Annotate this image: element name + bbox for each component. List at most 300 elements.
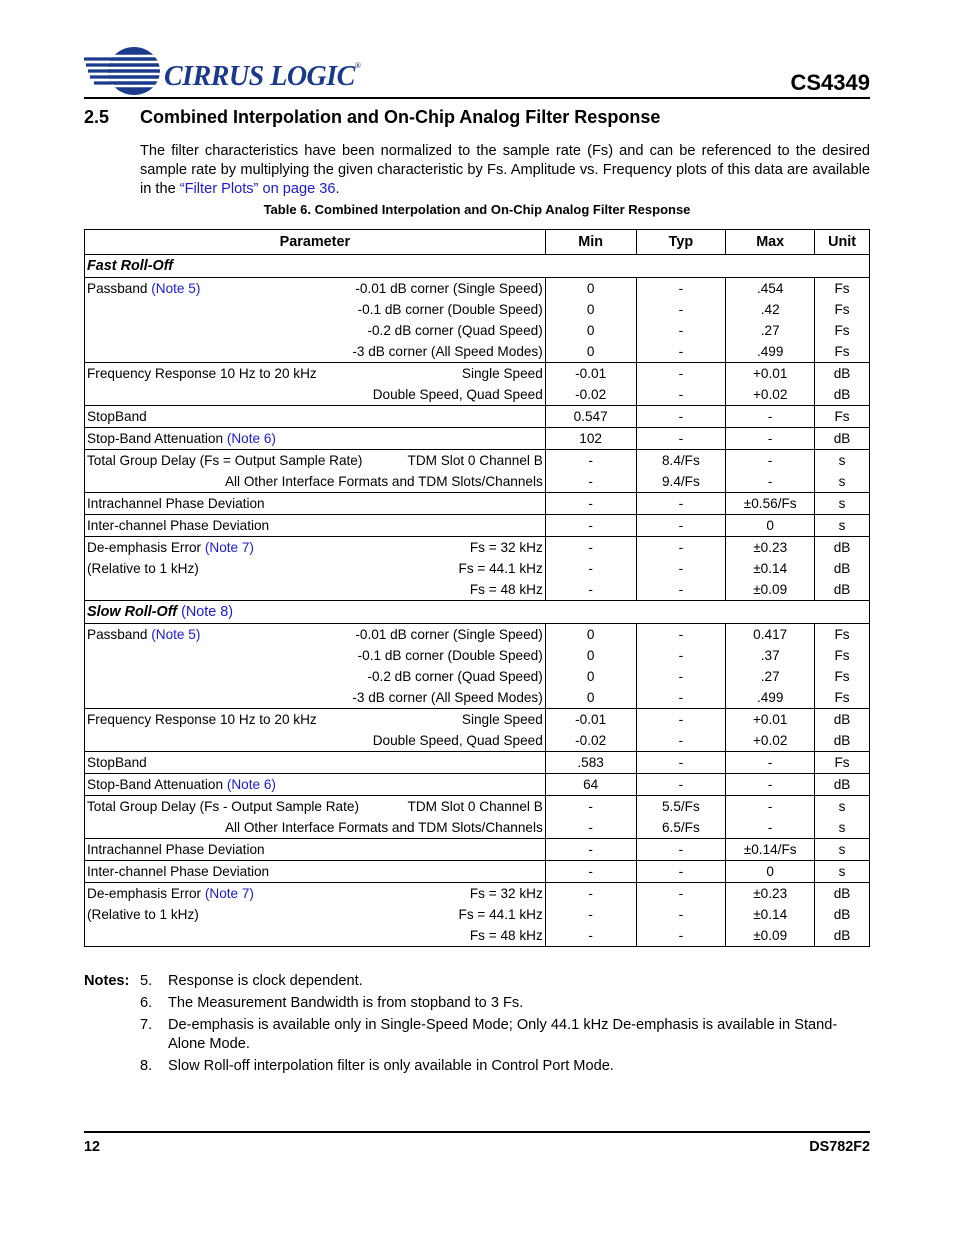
min-cell: 0 (545, 299, 636, 320)
unit-cell: s (815, 796, 870, 818)
section-title (84, 107, 660, 128)
parameter-wrap (87, 886, 543, 901)
parameter-condition: Fs = 32 kHz (469, 886, 543, 901)
max-cell: ±0.14 (726, 558, 815, 579)
parameter-cell (85, 515, 546, 537)
unit-cell: dB (815, 558, 870, 579)
parameter-note-link[interactable]: (Note 7) (204, 886, 254, 901)
table-row (85, 515, 870, 537)
filter-response-table (84, 229, 870, 947)
max-cell: 0.417 (726, 624, 815, 646)
max-cell: ±0.14 (726, 904, 815, 925)
table-row (85, 709, 870, 731)
min-cell: 0 (545, 687, 636, 709)
parameter-wrap (87, 409, 543, 424)
min-cell: - (545, 861, 636, 883)
min-cell: 102 (545, 428, 636, 450)
typ-cell: - (636, 709, 726, 731)
table-row (85, 363, 870, 385)
unit-cell: dB (815, 774, 870, 796)
filter-plots-link[interactable]: “Filter Plots” on page 36 (179, 181, 336, 197)
typ-cell: - (636, 278, 726, 300)
parameter-wrap (87, 648, 543, 663)
unit-cell: s (815, 515, 870, 537)
unit-cell: dB (815, 428, 870, 450)
parameter-cell (85, 817, 546, 839)
logo-wordmark: CIRRUS LOGIC® (164, 61, 361, 92)
parameter-name: Inter-channel Phase Deviation (87, 864, 270, 879)
parameter-wrap (87, 302, 543, 317)
parameter-name: Intrachannel Phase Deviation (87, 842, 265, 857)
max-cell: .27 (726, 666, 815, 687)
parameter-condition: All Other Interface Formats and TDM Slots/Channels (224, 820, 543, 835)
min-cell: - (545, 450, 636, 472)
unit-cell: Fs (815, 406, 870, 428)
min-cell: - (545, 537, 636, 559)
typ-cell: - (636, 666, 726, 687)
parameter-condition: -3 dB corner (All Speed Modes) (352, 690, 543, 705)
unit-cell: dB (815, 384, 870, 406)
typ-cell: 5.5/Fs (636, 796, 726, 818)
parameter-cell (85, 666, 546, 687)
parameter-wrap (87, 690, 543, 705)
unit-cell: dB (815, 883, 870, 905)
parameter-wrap (87, 820, 543, 835)
table-header-row (85, 230, 870, 255)
min-cell: -0.02 (545, 384, 636, 406)
max-cell: .499 (726, 341, 815, 363)
parameter-cell (85, 839, 546, 861)
parameter-label (87, 755, 147, 770)
table-row (85, 406, 870, 428)
parameter-label (87, 799, 359, 814)
max-cell: - (726, 406, 815, 428)
parameter-wrap (87, 496, 543, 511)
header-typ: Typ (636, 230, 726, 255)
unit-cell: Fs (815, 687, 870, 709)
parameter-condition: Double Speed, Quad Speed (372, 733, 543, 748)
parameter-condition: Fs = 44.1 kHz (458, 907, 543, 922)
parameter-name: Passband (87, 627, 152, 642)
parameter-condition: Fs = 48 kHz (469, 928, 543, 943)
max-cell: .27 (726, 320, 815, 341)
unit-cell: Fs (815, 299, 870, 320)
typ-cell: 8.4/Fs (636, 450, 726, 472)
parameter-cell (85, 493, 546, 515)
typ-cell: - (636, 861, 726, 883)
parameter-wrap (87, 907, 543, 922)
max-cell: +0.01 (726, 709, 815, 731)
note-7 (84, 1016, 870, 1054)
parameter-name: (Relative to 1 kHz) (87, 907, 199, 922)
table-row (85, 752, 870, 774)
table-row (85, 493, 870, 515)
parameter-condition: -0.01 dB corner (Single Speed) (355, 627, 543, 642)
note-number: 8. (140, 1058, 153, 1074)
typ-cell: - (636, 904, 726, 925)
header-divider (84, 97, 870, 99)
parameter-cell (85, 579, 546, 601)
parameter-condition: -0.1 dB corner (Double Speed) (357, 648, 543, 663)
parameter-note-link[interactable]: (Note 7) (204, 540, 254, 555)
parameter-label (87, 518, 269, 533)
table-row (85, 558, 870, 579)
min-cell: 0 (545, 624, 636, 646)
parameter-label (87, 561, 199, 576)
typ-cell: 6.5/Fs (636, 817, 726, 839)
max-cell: - (726, 817, 815, 839)
table-row (85, 796, 870, 818)
parameter-label (87, 777, 276, 792)
parameter-label (87, 366, 317, 381)
parameter-label (87, 409, 147, 424)
parameter-wrap (87, 842, 543, 857)
parameter-wrap (87, 281, 543, 296)
parameter-label (87, 886, 254, 901)
parameter-name: Frequency Response 10 Hz to 20 kHz (87, 366, 317, 381)
max-cell: ±0.23 (726, 883, 815, 905)
parameter-cell (85, 925, 546, 947)
min-cell: - (545, 515, 636, 537)
typ-cell: - (636, 752, 726, 774)
typ-cell: - (636, 730, 726, 752)
header-min: Min (545, 230, 636, 255)
parameter-cell (85, 796, 546, 818)
parameter-cell (85, 687, 546, 709)
parameter-wrap (87, 712, 543, 727)
typ-cell: - (636, 687, 726, 709)
min-cell: 0 (545, 666, 636, 687)
parameter-name: Inter-channel Phase Deviation (87, 518, 270, 533)
table-caption: Table 6. Combined Interpolation and On-Chip Analog Filter Response (263, 202, 691, 217)
max-cell: ±0.14/Fs (726, 839, 815, 861)
min-cell: .583 (545, 752, 636, 774)
parameter-name: Stop-Band Attenuation (87, 777, 227, 792)
parameter-wrap (87, 323, 543, 338)
section-title-cell (85, 255, 870, 278)
table-row (85, 299, 870, 320)
unit-cell: s (815, 493, 870, 515)
parameter-cell (85, 774, 546, 796)
unit-cell: dB (815, 904, 870, 925)
parameter-wrap (87, 627, 543, 642)
parameter-condition: Double Speed, Quad Speed (372, 387, 543, 402)
parameter-wrap (87, 864, 543, 879)
max-cell: +0.01 (726, 363, 815, 385)
typ-cell: 9.4/Fs (636, 471, 726, 493)
unit-cell: dB (815, 925, 870, 947)
parameter-wrap (87, 453, 543, 468)
section-number: 2.5 (84, 107, 110, 127)
min-cell: 0 (545, 645, 636, 666)
max-cell: - (726, 428, 815, 450)
table-row (85, 384, 870, 406)
parameter-wrap (87, 582, 543, 597)
parameter-cell (85, 883, 546, 905)
table-row (85, 471, 870, 493)
parameter-name: Total Group Delay (Fs = Output Sample Rate) (87, 453, 363, 468)
parameter-cell (85, 278, 546, 300)
table-row (85, 883, 870, 905)
parameter-condition: TDM Slot 0 Channel B (407, 799, 543, 814)
intro-end: . (335, 181, 340, 197)
doc-id: CS4349 (790, 70, 870, 95)
typ-cell: - (636, 883, 726, 905)
max-cell: .37 (726, 645, 815, 666)
parameter-condition: Fs = 32 kHz (469, 540, 543, 555)
parameter-wrap (87, 777, 543, 792)
max-cell: - (726, 796, 815, 818)
min-cell: - (545, 796, 636, 818)
table-row (85, 537, 870, 559)
min-cell: - (545, 904, 636, 925)
parameter-condition: Fs = 44.1 kHz (458, 561, 543, 576)
typ-cell: - (636, 925, 726, 947)
min-cell: - (545, 558, 636, 579)
table-row (85, 839, 870, 861)
parameter-name: De-emphasis Error (87, 886, 205, 901)
max-cell: +0.02 (726, 384, 815, 406)
typ-cell: - (636, 515, 726, 537)
intro-paragraph (140, 142, 870, 199)
typ-cell: - (636, 493, 726, 515)
typ-cell: - (636, 341, 726, 363)
max-cell: +0.02 (726, 730, 815, 752)
note-number: 6. (140, 995, 153, 1011)
header-max: Max (726, 230, 815, 255)
min-cell: 64 (545, 774, 636, 796)
typ-cell: - (636, 363, 726, 385)
parameter-wrap (87, 733, 543, 748)
parameter-cell (85, 341, 546, 363)
min-cell: -0.01 (545, 363, 636, 385)
typ-cell: - (636, 558, 726, 579)
parameter-note-link[interactable]: (Note 6) (226, 777, 276, 792)
note-8 (84, 1057, 870, 1076)
parameter-wrap (87, 344, 543, 359)
section-label: Fast Roll-Off (87, 258, 174, 274)
min-cell: 0 (545, 278, 636, 300)
section-heading: Combined Interpolation and On-Chip Analog Filter Response (140, 107, 661, 127)
parameter-condition: Fs = 48 kHz (469, 582, 543, 597)
unit-cell: s (815, 839, 870, 861)
parameter-cell (85, 406, 546, 428)
parameter-name: (Relative to 1 kHz) (87, 561, 199, 576)
unit-cell: s (815, 817, 870, 839)
parameter-wrap (87, 431, 543, 446)
unit-cell: Fs (815, 752, 870, 774)
table-row (85, 428, 870, 450)
logo-swoosh-icon (84, 44, 164, 98)
table-row (85, 320, 870, 341)
max-cell: 0 (726, 515, 815, 537)
section-row (85, 601, 870, 624)
table-body (85, 255, 870, 947)
table-row (85, 450, 870, 472)
parameter-wrap (87, 518, 543, 533)
note-6 (84, 994, 870, 1013)
unit-cell: Fs (815, 278, 870, 300)
parameter-cell (85, 709, 546, 731)
parameter-name: Total Group Delay (Fs - Output Sample Rate) (87, 799, 359, 814)
typ-cell: - (636, 774, 726, 796)
min-cell: 0.547 (545, 406, 636, 428)
parameter-cell (85, 645, 546, 666)
min-cell: -0.02 (545, 730, 636, 752)
parameter-label (87, 907, 199, 922)
parameter-condition: -0.01 dB corner (Single Speed) (355, 281, 543, 296)
parameter-cell (85, 537, 546, 559)
parameter-note-link[interactable]: (Note 5) (151, 627, 201, 642)
parameter-label (87, 431, 276, 446)
parameter-label (87, 540, 254, 555)
parameter-cell (85, 320, 546, 341)
unit-cell: dB (815, 730, 870, 752)
min-cell: - (545, 925, 636, 947)
unit-cell: s (815, 471, 870, 493)
max-cell: - (726, 774, 815, 796)
table-row (85, 341, 870, 363)
min-cell: 0 (545, 320, 636, 341)
min-cell: - (545, 817, 636, 839)
typ-cell: - (636, 645, 726, 666)
unit-cell: Fs (815, 320, 870, 341)
max-cell: - (726, 450, 815, 472)
max-cell: .454 (726, 278, 815, 300)
table-row (85, 861, 870, 883)
parameter-label (87, 281, 200, 296)
table-row (85, 645, 870, 666)
min-cell: - (545, 883, 636, 905)
parameter-label (87, 627, 200, 642)
typ-cell: - (636, 320, 726, 341)
unit-cell: dB (815, 363, 870, 385)
unit-cell: dB (815, 537, 870, 559)
max-cell: ±0.09 (726, 579, 815, 601)
max-cell: .499 (726, 687, 815, 709)
table-row (85, 278, 870, 300)
footer-divider (84, 1131, 870, 1133)
header-parameter: Parameter (85, 230, 546, 255)
typ-cell: - (636, 624, 726, 646)
table-row (85, 730, 870, 752)
section-title-cell (85, 601, 870, 624)
parameter-wrap (87, 928, 543, 943)
parameter-label (87, 453, 362, 468)
typ-cell: - (636, 839, 726, 861)
unit-cell: dB (815, 709, 870, 731)
unit-cell: s (815, 450, 870, 472)
max-cell: ±0.23 (726, 537, 815, 559)
doc-number: DS782F2 (809, 1139, 870, 1155)
parameter-note-link[interactable]: (Note 6) (226, 431, 276, 446)
notes-label: Notes: (84, 973, 130, 989)
section-note-link[interactable]: (Note 8) (181, 604, 234, 620)
table-row (85, 904, 870, 925)
table-row (85, 925, 870, 947)
parameter-condition: All Other Interface Formats and TDM Slots/Channels (224, 474, 543, 489)
parameter-label (87, 842, 265, 857)
parameter-cell (85, 384, 546, 406)
unit-cell: Fs (815, 666, 870, 687)
parameter-cell (85, 752, 546, 774)
min-cell: - (545, 579, 636, 601)
section-label: Slow Roll-Off (87, 604, 178, 620)
parameter-cell (85, 363, 546, 385)
cirrus-logic-logo (84, 44, 361, 98)
typ-cell: - (636, 299, 726, 320)
unit-cell: dB (815, 579, 870, 601)
parameter-wrap (87, 366, 543, 381)
note-text: The Measurement Bandwidth is from stopband to 3 Fs. (168, 995, 524, 1011)
parameter-name: Intrachannel Phase Deviation (87, 496, 265, 511)
header-unit: Unit (815, 230, 870, 255)
parameter-condition: Single Speed (461, 366, 543, 381)
table-row (85, 687, 870, 709)
parameter-label (87, 864, 269, 879)
parameter-cell (85, 450, 546, 472)
min-cell: 0 (545, 341, 636, 363)
max-cell: ±0.56/Fs (726, 493, 815, 515)
parameter-wrap (87, 755, 543, 770)
typ-cell: - (636, 384, 726, 406)
table-row (85, 817, 870, 839)
page-number: 12 (84, 1139, 101, 1155)
parameter-label (87, 496, 265, 511)
max-cell: .42 (726, 299, 815, 320)
max-cell: - (726, 471, 815, 493)
parameter-wrap (87, 474, 543, 489)
unit-cell: Fs (815, 624, 870, 646)
parameter-wrap (87, 387, 543, 402)
parameter-cell (85, 904, 546, 925)
parameter-cell (85, 624, 546, 646)
parameter-name: Frequency Response 10 Hz to 20 kHz (87, 712, 317, 727)
parameter-condition: -0.2 dB corner (Quad Speed) (367, 669, 543, 684)
table-row (85, 666, 870, 687)
typ-cell: - (636, 537, 726, 559)
parameter-name: StopBand (87, 755, 147, 770)
parameter-cell (85, 730, 546, 752)
min-cell: - (545, 839, 636, 861)
parameter-condition: TDM Slot 0 Channel B (407, 453, 543, 468)
min-cell: - (545, 471, 636, 493)
parameter-name: Passband (87, 281, 152, 296)
min-cell: - (545, 493, 636, 515)
intro-text: The filter characteristics have been normalized to the sample rate (Fs) and can be referenced to the desired sample rate by multiplying the given characteristic by Fs. Amplitude vs. Frequency plots of this data are available in the (140, 143, 870, 197)
max-cell: 0 (726, 861, 815, 883)
section-row (85, 255, 870, 278)
note-text: Slow Roll-off interpolation filter is only available in Control Port Mode. (168, 1058, 614, 1074)
parameter-wrap (87, 540, 543, 555)
parameter-name: Stop-Band Attenuation (87, 431, 227, 446)
parameter-condition: -0.2 dB corner (Quad Speed) (367, 323, 543, 338)
typ-cell: - (636, 579, 726, 601)
parameter-cell (85, 471, 546, 493)
parameter-wrap (87, 561, 543, 576)
min-cell: -0.01 (545, 709, 636, 731)
parameter-condition: -0.1 dB corner (Double Speed) (357, 302, 543, 317)
parameter-note-link[interactable]: (Note 5) (151, 281, 201, 296)
table-row (85, 774, 870, 796)
parameter-name: StopBand (87, 409, 147, 424)
parameter-cell (85, 299, 546, 320)
parameter-wrap (87, 669, 543, 684)
note-text: De-emphasis is available only in Single-Speed Mode; Only 44.1 kHz De-emphasis is available in Stand-Alone Mode. (168, 1017, 838, 1052)
table-row (85, 624, 870, 646)
parameter-cell (85, 428, 546, 450)
parameter-condition: Single Speed (461, 712, 543, 727)
